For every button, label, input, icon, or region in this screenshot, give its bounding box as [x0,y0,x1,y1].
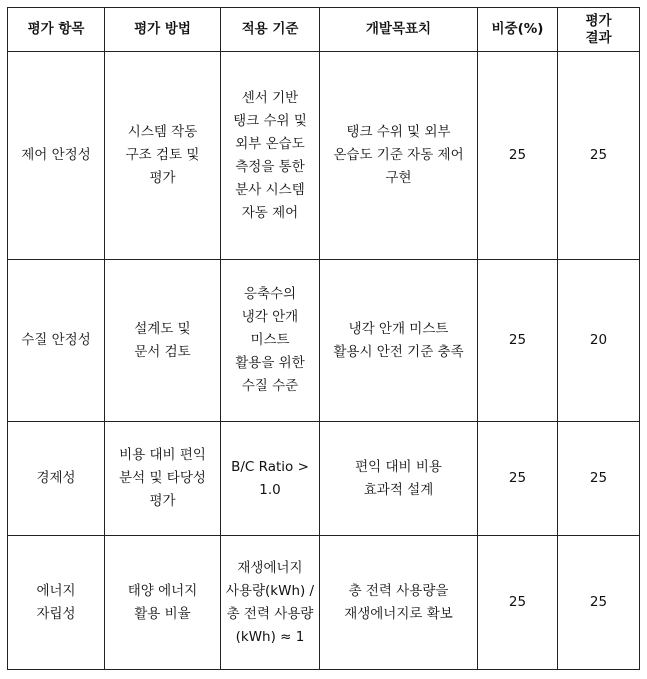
header-weight: 비중(%) [478,8,558,52]
evaluation-table-container [7,7,640,670]
cell-weight: 25 [478,536,558,670]
cell-method: 설계도 및 문서 검토 [105,260,221,422]
table-row [8,422,640,536]
header-item: 평가 항목 [8,8,105,52]
cell-target: 편익 대비 비용 효과적 설계 [320,422,478,536]
header-criteria: 적용 기준 [221,8,320,52]
cell-method: 태양 에너지 활용 비율 [105,536,221,670]
cell-item: 제어 안정성 [8,52,105,260]
table-row [8,536,640,670]
evaluation-table [7,7,640,670]
cell-item: 경제성 [8,422,105,536]
header-result: 평가 결과 [558,8,640,52]
cell-item: 에너지 자립성 [8,536,105,670]
cell-weight: 25 [478,260,558,422]
cell-method: 시스템 작동 구조 검토 및 평가 [105,52,221,260]
cell-result: 20 [558,260,640,422]
header-row [8,8,640,52]
header-method: 평가 방법 [105,8,221,52]
cell-result: 25 [558,536,640,670]
cell-criteria: 응축수의 냉각 안개 미스트 활용을 위한 수질 수준 [221,260,320,422]
cell-target: 냉각 안개 미스트 활용시 안전 기준 충족 [320,260,478,422]
cell-result: 25 [558,422,640,536]
cell-criteria: 재생에너지 사용량(kWh) /총 전력 사용량(kWh) ≈ 1 [221,536,320,670]
cell-criteria: B/C Ratio > 1.0 [221,422,320,536]
table-row [8,52,640,260]
cell-target: 총 전력 사용량을 재생에너지로 확보 [320,536,478,670]
cell-weight: 25 [478,52,558,260]
header-target: 개발목표치 [320,8,478,52]
table-row [8,260,640,422]
cell-target: 탱크 수위 및 외부 온습도 기준 자동 제어 구현 [320,52,478,260]
cell-item: 수질 안정성 [8,260,105,422]
cell-result: 25 [558,52,640,260]
cell-criteria: 센서 기반 탱크 수위 및 외부 온습도 측정을 통한 분사 시스템 자동 제어 [221,52,320,260]
cell-weight: 25 [478,422,558,536]
cell-method: 비용 대비 편익 분석 및 타당성 평가 [105,422,221,536]
